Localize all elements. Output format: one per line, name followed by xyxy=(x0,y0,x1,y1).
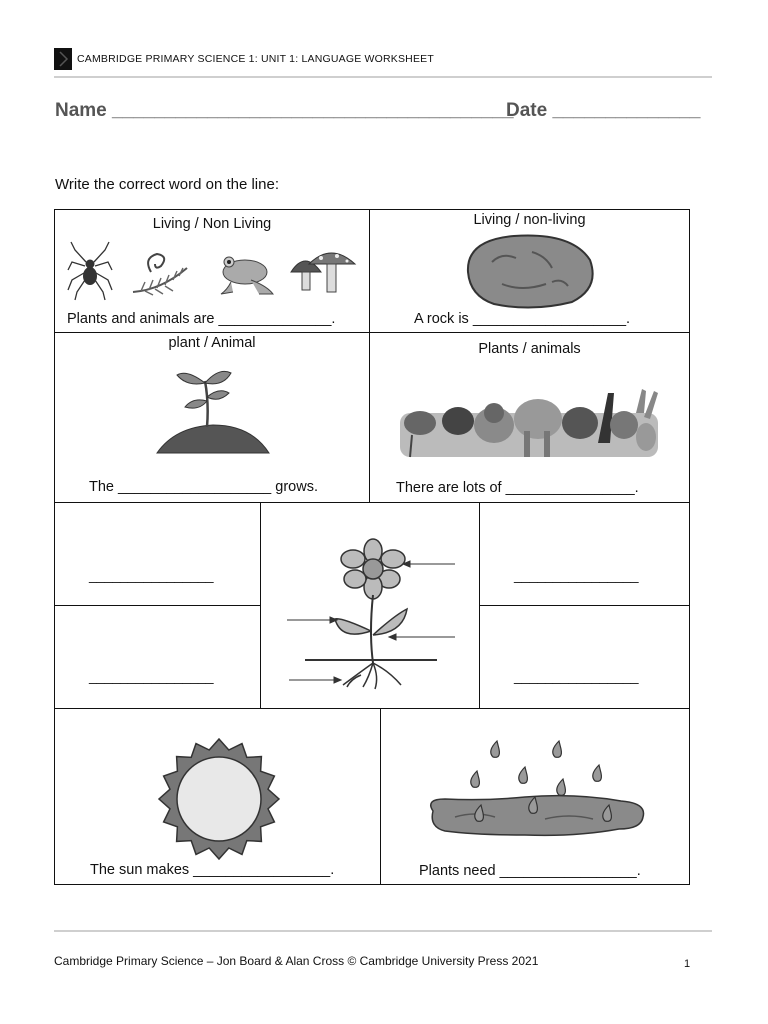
flower-diagram-image xyxy=(261,503,481,710)
sun-disc xyxy=(177,757,261,841)
label-cell-bottom-right xyxy=(479,605,690,709)
sentence[interactable]: Plants and animals are ______________. xyxy=(67,311,336,327)
cell-sun xyxy=(54,708,381,885)
name-field[interactable]: Name ______________________________________ xyxy=(55,100,514,121)
cell-title: Plants / animals xyxy=(478,341,581,357)
animals-group-image xyxy=(398,383,660,461)
cell-rain xyxy=(380,708,690,885)
cell-rock xyxy=(369,209,690,333)
cell-title: plant / Animal xyxy=(168,335,256,351)
label-cell-top-right xyxy=(479,502,690,606)
label-blank[interactable]: ________________ xyxy=(89,567,214,583)
label-blank[interactable]: ________________ xyxy=(514,668,639,684)
chevron-right-icon xyxy=(54,48,72,70)
sentence[interactable]: The ___________________ grows. xyxy=(89,479,318,495)
header-title: CAMBRIDGE PRIMARY SCIENCE 1: UNIT 1: LANGUAGE WORKSHEET xyxy=(77,53,434,65)
cell-title: Living / Non Living xyxy=(152,216,272,232)
header-logo-box xyxy=(54,48,72,70)
sentence[interactable]: Plants need _________________. xyxy=(419,863,641,879)
cell-plant-grows xyxy=(54,332,370,503)
spider-image xyxy=(67,240,113,300)
date-field[interactable]: Date ______________ xyxy=(506,100,701,121)
label-blank[interactable]: ________________ xyxy=(89,668,214,684)
cell-living-things xyxy=(54,209,370,333)
mushrooms-image xyxy=(287,248,359,298)
instruction-text: Write the correct word on the line: xyxy=(55,176,279,193)
sentence[interactable]: The sun makes _________________. xyxy=(90,862,335,878)
sentence[interactable]: A rock is ___________________. xyxy=(414,311,631,327)
cell-animals xyxy=(369,332,690,503)
footer-credit: Cambridge Primary Science – Jon Board & Alan Cross © Cambridge University Press 2021 xyxy=(54,954,539,968)
page-number: 1 xyxy=(684,958,691,970)
sentence[interactable]: There are lots of ________________. xyxy=(396,480,639,496)
flower-diagram-cell xyxy=(260,502,480,709)
fern-image xyxy=(131,246,191,296)
header-rule xyxy=(54,76,712,78)
frog-image xyxy=(211,248,277,298)
cell-title: Living / non-living xyxy=(473,212,586,228)
rain-puddle-image xyxy=(425,737,651,849)
rock-image xyxy=(462,232,596,310)
seedling-image xyxy=(155,367,271,459)
label-cell-top-left xyxy=(54,502,261,606)
footer-rule xyxy=(54,930,712,932)
label-blank[interactable]: ________________ xyxy=(514,567,639,583)
sun-image xyxy=(157,737,281,861)
label-cell-bottom-left xyxy=(54,605,261,709)
